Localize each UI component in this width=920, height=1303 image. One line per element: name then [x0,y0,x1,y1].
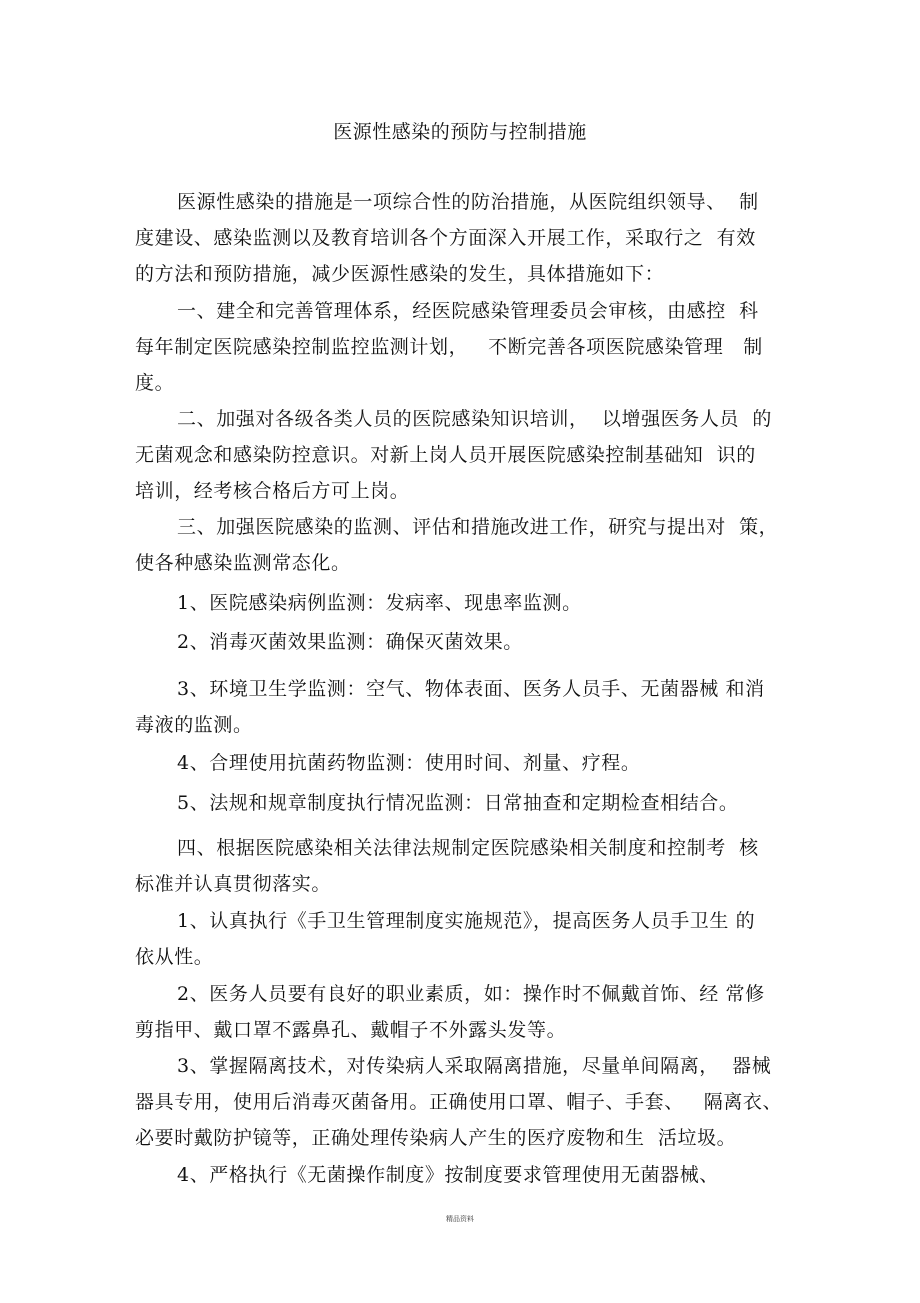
body-line: 无菌观念和感染防控意识。对新上岗人员开展医院感染控制基础知 识的 [135,444,756,466]
body-line: 培训，经考核合格后方可上岗。 [135,480,410,502]
body-line: 标准并认真贯彻落实。 [135,873,332,895]
body-line: 四、根据医院感染相关法律法规制定医院感染相关制度和控制考 核 [177,837,759,859]
page-footer: 精品资料 [446,1215,474,1223]
body-line: 剪指甲、戴口罩不露鼻孔、戴帽子不外露头发等。 [135,1019,567,1041]
body-line: 度建设、感染监测以及教育培训各个方面深入开展工作，采取行之 有效 [135,227,756,249]
body-line: 一、建全和完善管理体系，经医院感染管理委员会审核，由感控 科 [177,300,759,322]
body-line: 1、认真执行《手卫生管理制度实施规范》，提高医务人员手卫生 的 [177,910,756,932]
body-line: 3、环境卫生学监测：空气、物体表面、医务人员手、无菌器械 和消 [177,678,765,700]
body-line: 使各种感染监测常态化。 [135,552,351,574]
body-line: 4、合理使用抗菌药物监测：使用时间、剂量、疗程。 [177,752,641,774]
body-line: 3、掌握隔离技术，对传染病人采取隔离措施，尽量单间隔离， 器械 [177,1055,772,1077]
body-line: 依从性。 [135,946,214,968]
body-line: 度。 [135,372,175,394]
body-line: 毒液的监测。 [135,714,253,736]
body-line: 4、严格执行《无菌操作制度》按制度要求管理使用无菌器械、 [177,1164,719,1186]
body-line: 必要时戴防护镜等，正确处理传染病人产生的医疗废物和生 活垃圾。 [135,1127,737,1149]
body-line: 5、法规和规章制度执行情况监测：日常抽查和定期检查相结合。 [177,792,739,814]
body-line: 医源性感染的措施是一项综合性的防治措施，从医院组织领导、 制 [177,191,759,213]
document-title: 医源性感染的预防与控制措施 [333,121,587,143]
body-line: 2、消毒灭菌效果监测：确保灭菌效果。 [177,631,523,653]
body-line: 器具专用，使用后消毒灭菌备用。正确使用口罩、帽子、手套、 隔离衣、 [135,1091,783,1113]
body-line: 三、加强医院感染的监测、评估和措施改进工作，研究与提出对 策， [177,516,779,538]
body-line: 2、医务人员要有良好的职业素质，如：操作时不佩戴首饰、经 常修 [177,983,765,1005]
body-line: 的方法和预防措施，减少医源性感染的发生，具体措施如下： [135,263,665,285]
body-line: 1、医院感染病例监测：发病率、现患率监测。 [177,592,582,614]
body-line: 每年制定医院感染控制监控监测计划， 不断完善各项医院感染管理 制 [135,336,763,358]
body-line: 二、加强对各级各类人员的医院感染知识培训， 以增强医务人员 的 [177,408,772,430]
